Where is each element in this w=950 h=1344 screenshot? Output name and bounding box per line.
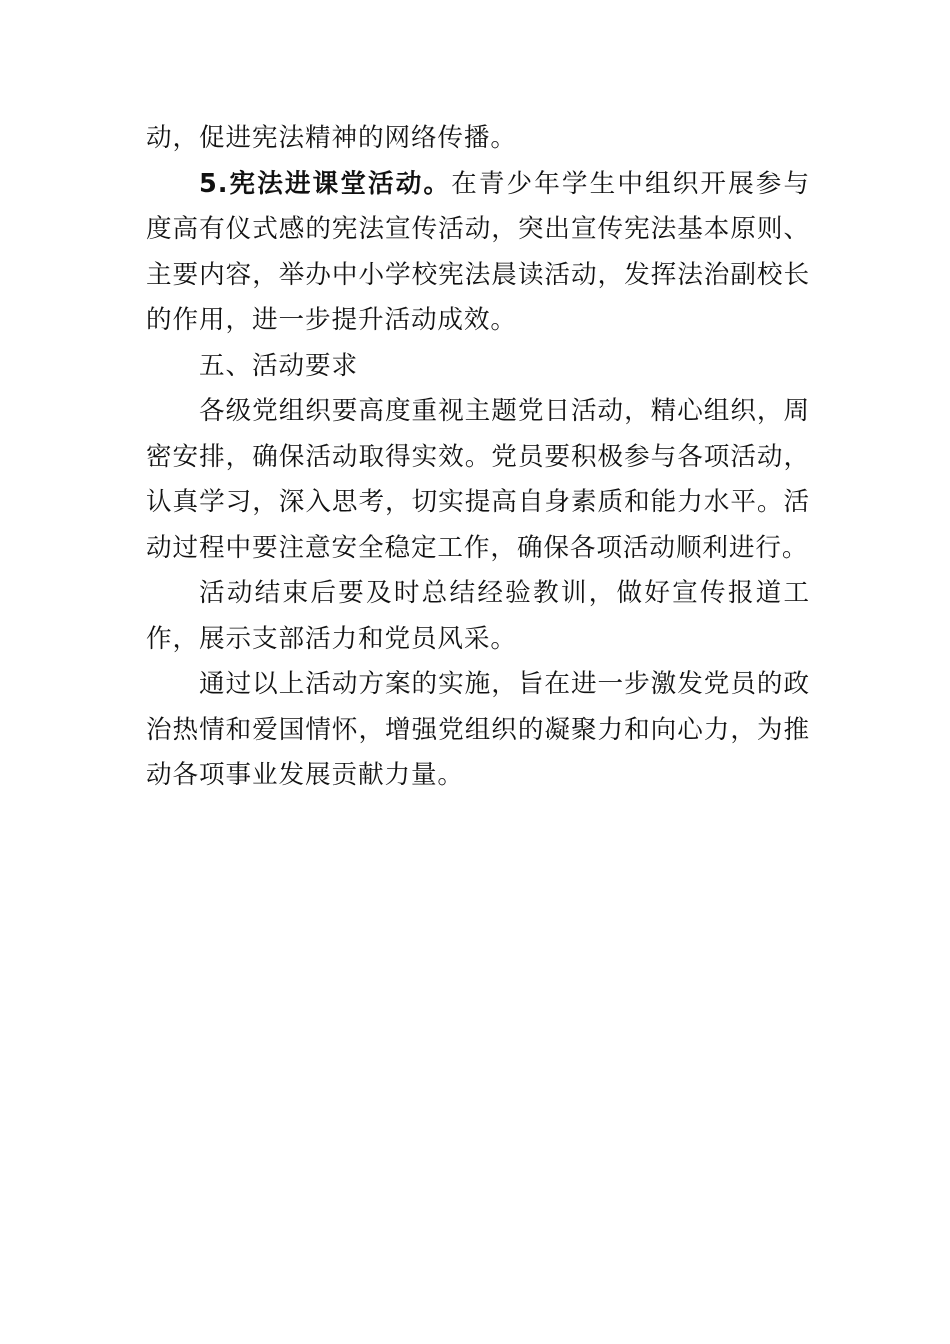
item-5-body: 在青少年学生中组织开展参与度高有仪式感的宪法宣传活动，突出宣传宪法基本原则、主要内容，举办中小学校宪法晨读活动，发挥法治副校长的作用，进一步提升活动成效。: [146, 168, 810, 335]
paragraph-conclusion: 通过以上活动方案的实施，旨在进一步激发党员的政治热情和爱国情怀，增强党组织的凝聚力和向心力，为推动各项事业发展贡献力量。: [146, 669, 810, 790]
item-5-title: 5.宪法进课堂活动。: [199, 168, 452, 199]
paragraph-summary: 活动结束后要及时总结经验教训，做好宣传报道工作，展示支部活力和党员风采。: [146, 578, 810, 654]
paragraph-requirements: 各级党组织要高度重视主题党日活动，精心组织，周密安排，确保活动取得实效。党员要积极参与各项活动，认真学习，深入思考，切实提高自身素质和能力水平。活动过程中要注意安全稳定工作，确保各项活动顺利进行。: [146, 396, 810, 563]
paragraph-continuation: 动，促进宪法精神的网络传播。: [146, 123, 517, 153]
document-body: [146, 116, 810, 799]
paragraph-item-5: [146, 162, 810, 344]
section-heading-5: 五、活动要求: [199, 350, 358, 381]
